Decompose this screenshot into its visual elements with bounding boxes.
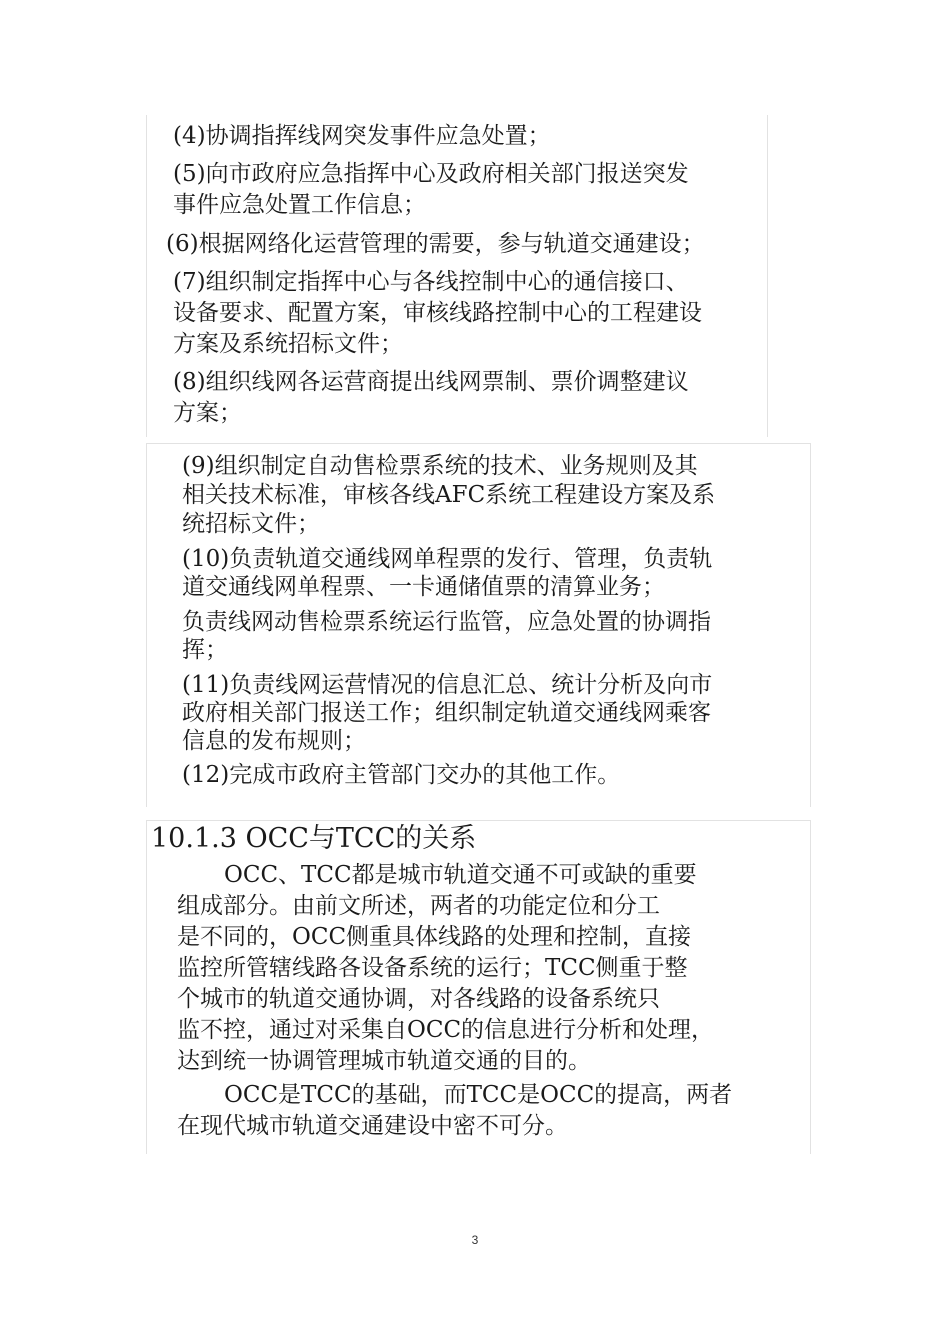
item-9-line-2: 相关技术标准，审核各线AFC系统工程建设方案及系 bbox=[182, 482, 716, 508]
item-11-line-3: 信息的发布规则； bbox=[182, 728, 366, 754]
para-1-line-3: 是不同的，OCC侧重具体线路的处理和控制，直接 bbox=[177, 924, 692, 950]
item-4-line-1: (4)协调指挥线网突发事件应急处置； bbox=[173, 123, 551, 149]
section-occ-tcc-relationship bbox=[146, 820, 811, 1154]
item-10-line-2: 道交通线网单程票、一卡通储值票的清算业务； bbox=[182, 574, 665, 600]
item-5-line-1: (5)向市政府应急指挥中心及政府相关部门报送突发 bbox=[173, 161, 689, 187]
item-10-line-1: (10)负责轨道交通线网单程票的发行、管理，负责轨 bbox=[182, 546, 713, 572]
item-5-line-2: 事件应急处置工作信息； bbox=[173, 192, 426, 218]
para-1-line-2: 组成部分。由前文所述，两者的功能定位和分工 bbox=[177, 893, 660, 919]
monitor-line-1: 负责线网动售检票系统运行监管，应急处置的协调指 bbox=[182, 609, 711, 635]
para-1-line-4: 监控所管辖线路各设备系统的运行；TCC侧重于整 bbox=[177, 955, 688, 981]
item-6-line-1: (6)根据网络化运营管理的需要，参与轨道交通建设； bbox=[166, 231, 705, 257]
para-1-line-7: 达到统一协调管理城市轨道交通的目的。 bbox=[177, 1048, 591, 1074]
para-1-line-6: 监不控，通过对采集自OCC的信息进行分析和处理， bbox=[177, 1017, 715, 1043]
item-8-line-1: (8)组织线网各运营商提出线网票制、票价调整建议 bbox=[173, 369, 689, 395]
text-block-responsibilities-2 bbox=[146, 443, 811, 807]
item-12-line-1: (12)完成市政府主管部门交办的其他工作。 bbox=[182, 762, 621, 788]
page-number: 3 bbox=[471, 1233, 479, 1247]
para-1-line-5: 个城市的轨道交通协调，对各线路的设备系统只 bbox=[177, 986, 660, 1012]
para-2-line-2: 在现代城市轨道交通建设中密不可分。 bbox=[177, 1113, 568, 1139]
item-9-line-1: (9)组织制定自动售检票系统的技术、业务规则及其 bbox=[182, 453, 698, 479]
para-1-line-1: OCC、TCC都是城市轨道交通不可或缺的重要 bbox=[224, 862, 697, 888]
item-11-line-2: 政府相关部门报送工作；组织制定轨道交通线网乘客 bbox=[182, 700, 711, 726]
item-8-line-2: 方案； bbox=[173, 400, 242, 426]
item-9-line-3: 统招标文件； bbox=[182, 511, 320, 537]
item-7-line-1: (7)组织制定指挥中心与各线控制中心的通信接口、 bbox=[173, 269, 689, 295]
item-7-line-2: 设备要求、配置方案，审核线路控制中心的工程建设 bbox=[173, 300, 702, 326]
monitor-line-2: 挥； bbox=[182, 637, 228, 663]
para-2-line-1: OCC是TCC的基础，而TCC是OCC的提高，两者 bbox=[224, 1082, 733, 1108]
section-heading: 10.1.3 OCC与TCC的关系 bbox=[151, 823, 477, 854]
item-11-line-1: (11)负责线网运营情况的信息汇总、统计分析及向市 bbox=[182, 672, 713, 698]
text-block-responsibilities-1 bbox=[146, 115, 768, 437]
item-7-line-3: 方案及系统招标文件； bbox=[173, 331, 403, 357]
